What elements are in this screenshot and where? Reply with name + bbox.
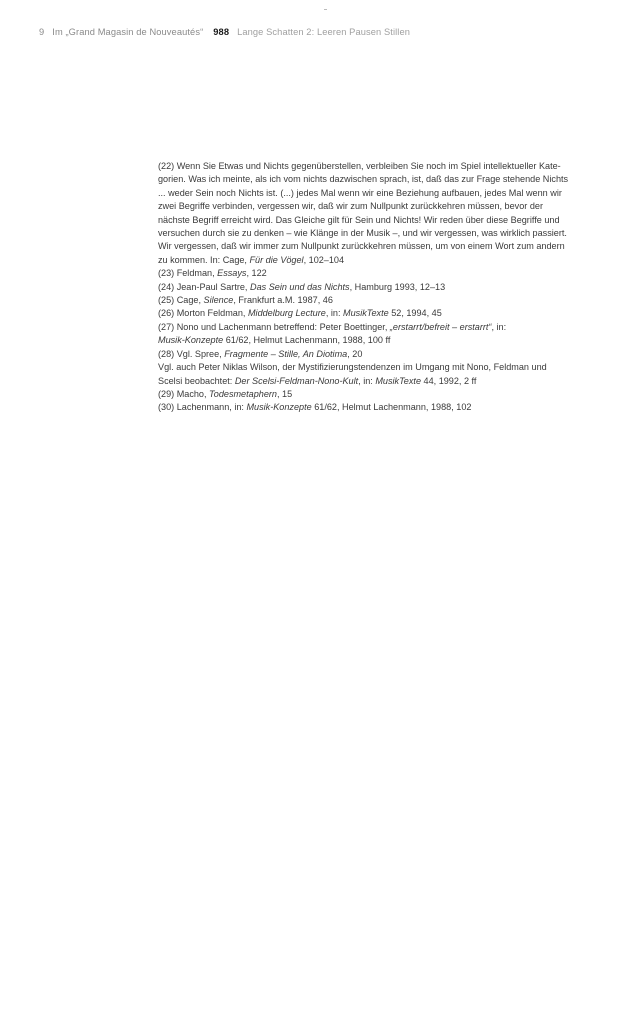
- cited-title: Das Sein und das Nichts: [250, 281, 350, 292]
- note-22-line-7: Wir vergessen, daß wir immer zum Nullpunkt zurückkehren müssen, um von einem Wort zum andern: [158, 241, 565, 252]
- cited-title: Essays: [217, 268, 247, 279]
- cited-title: Middelburg Lecture: [247, 308, 326, 319]
- note-28b-line-2: Scelsi beobachtet: Der Scelsi-Feldman-Nono-Kult, in: MusikTexte 44, 1992, 2 ff: [158, 375, 477, 386]
- chapter-number: 9: [39, 27, 45, 37]
- note-22-line-5: nächste Begriff erreicht wird. Das Gleiche gilt für Sein und Nichts! Wir reden über diese Begriffe und: [158, 214, 560, 225]
- scan-speck: [324, 9, 327, 10]
- note-30: (30) Lachenmann, in: Musik-Konzepte 61/62, Helmut Lachenmann, 1988, 102: [158, 402, 472, 413]
- cited-journal: MusikTexte: [343, 308, 389, 319]
- note-28b-line-1: Vgl. auch Peter Niklas Wilson, der Mystifizierungstendenzen im Umgang mit Nono, Feldman und: [158, 362, 547, 373]
- note-22-line-3: ... weder Sein noch Nichts ist. (...) jedes Mal wenn wir eine Beziehung aufbauen, jedes Mal wenn wir: [158, 187, 562, 198]
- chapter-title: Im „Grand Magasin de Nouveautés“: [52, 27, 204, 37]
- note-22: [158, 160, 614, 267]
- cited-journal: MusikTexte: [375, 375, 421, 386]
- note-22-line-6: versuchen durch sie zu denken – wie Klänge in der Musik –, und wir vergessen, was wirklich passiert.: [158, 228, 567, 239]
- page-number: 988: [213, 27, 230, 37]
- note-28-addendum: [158, 361, 614, 388]
- cited-title: Der Scelsi-Feldman-Nono-Kult: [234, 375, 359, 386]
- note-28: (28) Vgl. Spree, Fragmente – Stille, An Diotima, 20: [158, 348, 363, 359]
- note-26: (26) Morton Feldman, Middelburg Lecture, in: MusikTexte 52, 1994, 45: [158, 308, 442, 319]
- note-22-line-8: zu kommen. In: Cage, Für die Vögel, 102–104: [158, 254, 345, 265]
- running-header: [39, 27, 410, 37]
- note-22-line-1: (22) Wenn Sie Etwas und Nichts gegenüberstellen, verbleiben Sie noch im Spiel intellektueller Kate-: [158, 161, 561, 171]
- note-27-line-2: Musik-Konzepte 61/62, Helmut Lachenmann, 1988, 100 ff: [158, 335, 391, 346]
- note-24: (24) Jean-Paul Sartre, Das Sein und das Nichts, Hamburg 1993, 12–13: [158, 281, 446, 292]
- note-27: [158, 321, 614, 348]
- cited-title: Für die Vögel: [249, 254, 304, 265]
- cited-title: Fragmente – Stille, An Diotima: [224, 348, 348, 359]
- cited-title: Silence: [203, 295, 234, 306]
- section-title: Lange Schatten 2: Leeren Pausen Stillen: [237, 27, 411, 37]
- note-29: (29) Macho, Todesmetaphern, 15: [158, 388, 293, 399]
- note-23: (23) Feldman, Essays, 122: [158, 268, 267, 279]
- endnotes: [158, 160, 614, 415]
- note-22-line-4: zwei Begriffe verbinden, vergessen wir, daß wir zum Nullpunkt zurückkehren müssen, bevor der: [158, 201, 543, 212]
- cited-title: Todesmetaphern: [209, 388, 277, 399]
- note-27-line-1: (27) Nono und Lachenmann betreffend: Peter Boettinger, „erstarrt/befreit – erstarrt“, in:: [158, 321, 507, 332]
- cited-journal: Musik-Konzepte: [158, 335, 224, 346]
- note-22-line-2: gorien. Was ich meinte, als ich vom nichts dazwischen sprach, ist, daß das zur Frage stehende Nichts: [158, 174, 569, 185]
- cited-journal: Musik-Konzepte: [246, 402, 312, 413]
- cited-title: „erstarrt/befreit – erstarrt“: [389, 321, 492, 332]
- note-25: (25) Cage, Silence, Frankfurt a.M. 1987, 46: [158, 295, 333, 306]
